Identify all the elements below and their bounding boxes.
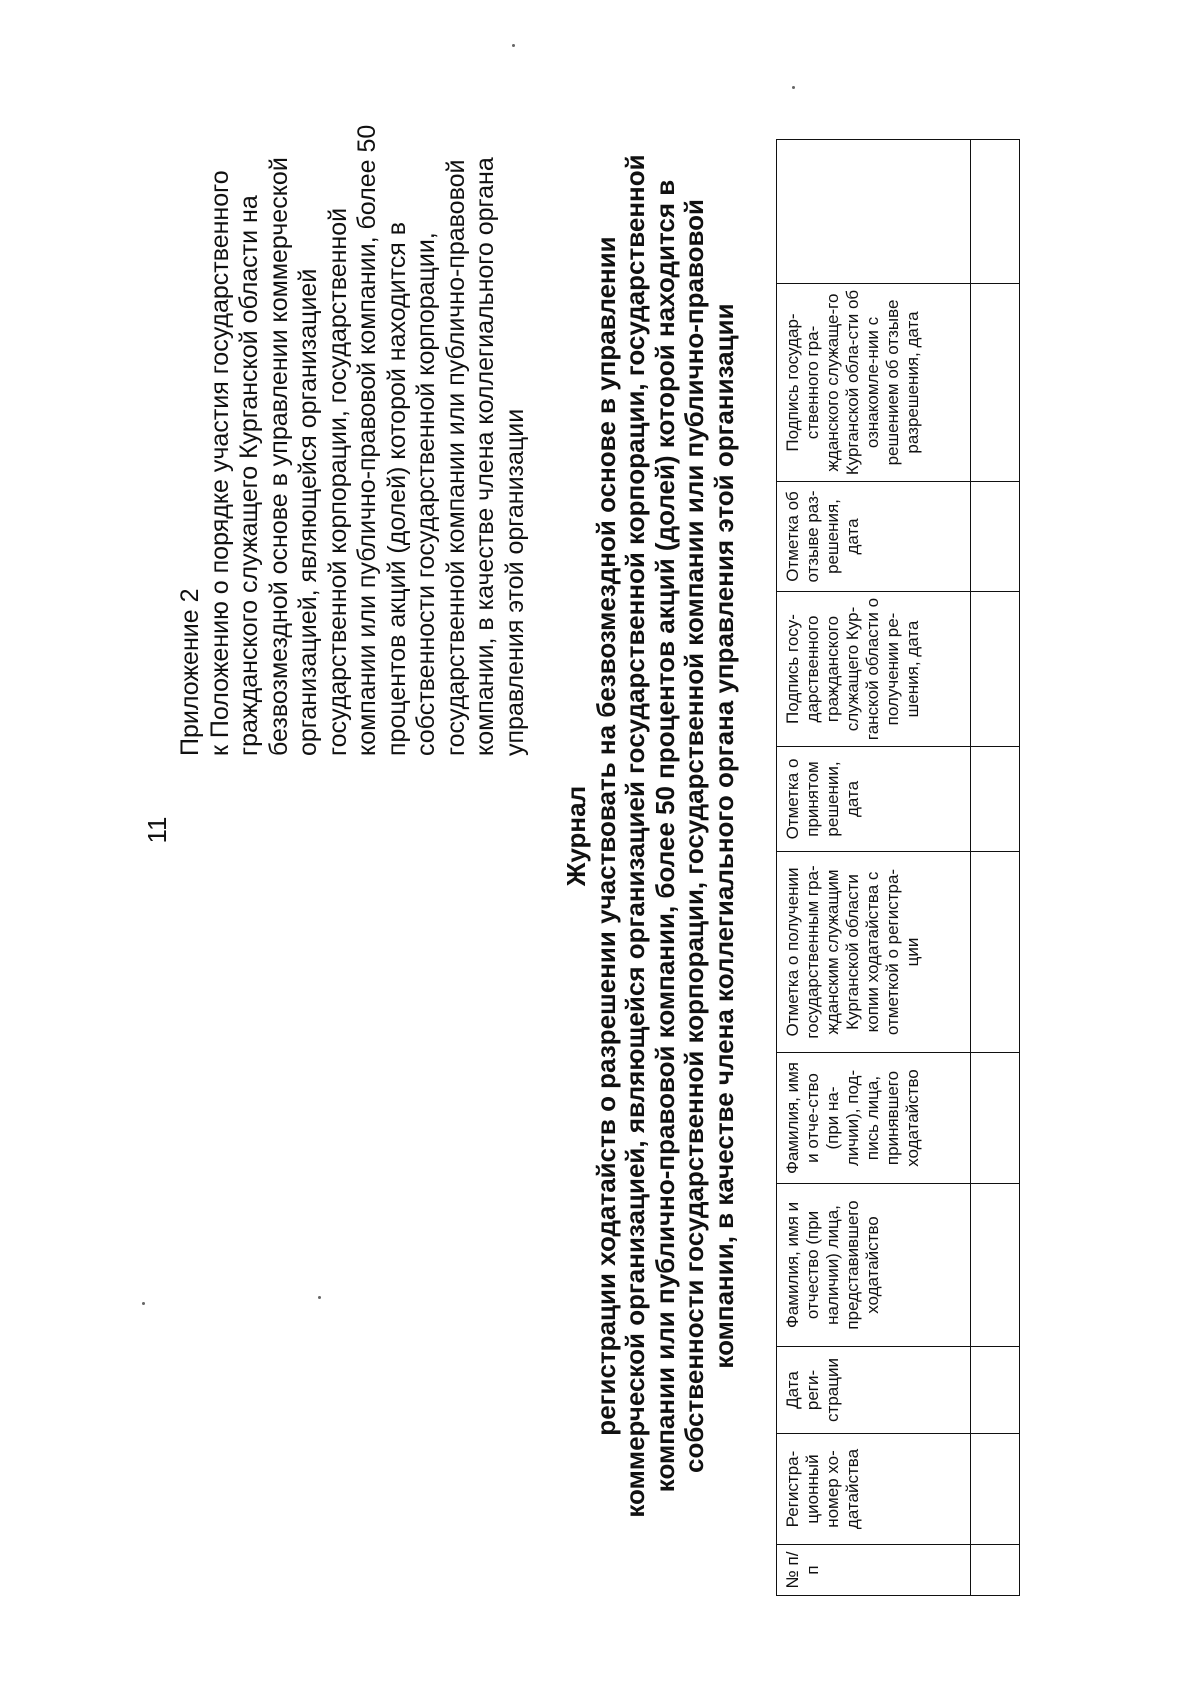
col-header-decision: Отметка о принятом решении, дата (777, 747, 971, 852)
page-number: 11 (142, 816, 172, 844)
table-cell (971, 140, 1020, 284)
journal-title-line: регистрации ходатайств о разрешении участвовать на безвозмездной основе в управлении (590, 236, 621, 1436)
journal-table (776, 139, 1020, 1596)
col-header-submitter-name: Фамилия, имя и отчество (при наличии) лица, представившего ходатайство (777, 1184, 971, 1347)
journal-title-heading: Журнал (561, 785, 591, 887)
col-header-reg-date: Дата реги-страции (777, 1347, 971, 1434)
journal-title-line: компании, в качестве члена коллегиального органа управления этой организации (708, 303, 739, 1369)
table-cell (971, 482, 1020, 592)
appendix-line: компании, в качестве члена коллегиального органа (471, 157, 499, 756)
table-cell (971, 1347, 1020, 1434)
scan-speck (512, 44, 515, 47)
appendix-line: организацией, являющейся организацией (294, 268, 322, 756)
col-header-copy-received: Отметка о получении государственным гра-жданским служащим Курганской области копии ходатайства с отметкой о регистра-ции (777, 852, 971, 1053)
table-row (971, 140, 1020, 1596)
appendix-line: к Положению о порядке участия государственного (205, 170, 234, 756)
col-header-revocation-signature: Подпись государ-ственного гра-жданского служаще-го Курганской обла-сти об ознакомле-нии с решением об отзыве разрешения, дата (777, 284, 971, 482)
scan-speck (792, 86, 795, 89)
table-cell (971, 852, 1020, 1053)
appendix-line: компании или публично-правовой компании, более 50 (353, 124, 381, 756)
table-cell (971, 592, 1020, 747)
table-header-row (777, 140, 971, 1596)
col-header-revocation: Отметка об отзыве раз-решения, дата (777, 482, 971, 592)
scan-speck (142, 1302, 145, 1305)
appendix-line: гражданского служащего Курганской области на (235, 195, 263, 756)
table-cell (971, 747, 1020, 852)
col-header-blank (777, 140, 971, 284)
col-header-receiver-name: Фамилия, имя и отче-ство (при на-личии), под-пись лица, принявшего ходатайство (777, 1053, 971, 1184)
table-cell (971, 1053, 1020, 1184)
table-cell (971, 1184, 1020, 1347)
table-cell (971, 284, 1020, 482)
journal-title-line: коммерческой организацией, являющейся организацией государственной корпорации, государственной (620, 154, 650, 1518)
appendix-line: управления этой организации (500, 408, 529, 756)
appendix-line: собственности государственной корпорации, (412, 232, 440, 756)
table-cell (971, 1434, 1020, 1545)
appendix-line: государственной корпорации, государственной (323, 207, 352, 756)
journal-title-line: собственности государственной корпорации, государственной компании или публично-правовой (679, 198, 709, 1474)
journal-title (562, 121, 739, 1551)
scan-speck (318, 1296, 321, 1299)
table-cell (971, 1545, 1020, 1596)
col-header-reg-number: Регистра-ционный номер хо-датайства (777, 1434, 971, 1545)
journal-title-line: компании или публично-правовой компании, более 50 процентов акций (долей) которой находится в (649, 179, 680, 1493)
appendix-line: процентов акций (долей) которой находится в (382, 221, 411, 756)
appendix-line: Приложение 2 (176, 588, 204, 756)
appendix-line: безвозмездной основе в управлении коммерческой (264, 157, 293, 756)
appendix-header (176, 116, 530, 756)
appendix-line: государственной компании или публично-правовой (441, 159, 470, 756)
col-header-decision-signature: Подпись госу-дарственного гражданского служащего Кур-ганской области о получении ре-шения, дата (777, 592, 971, 747)
col-header-number: № п/п (777, 1545, 971, 1596)
